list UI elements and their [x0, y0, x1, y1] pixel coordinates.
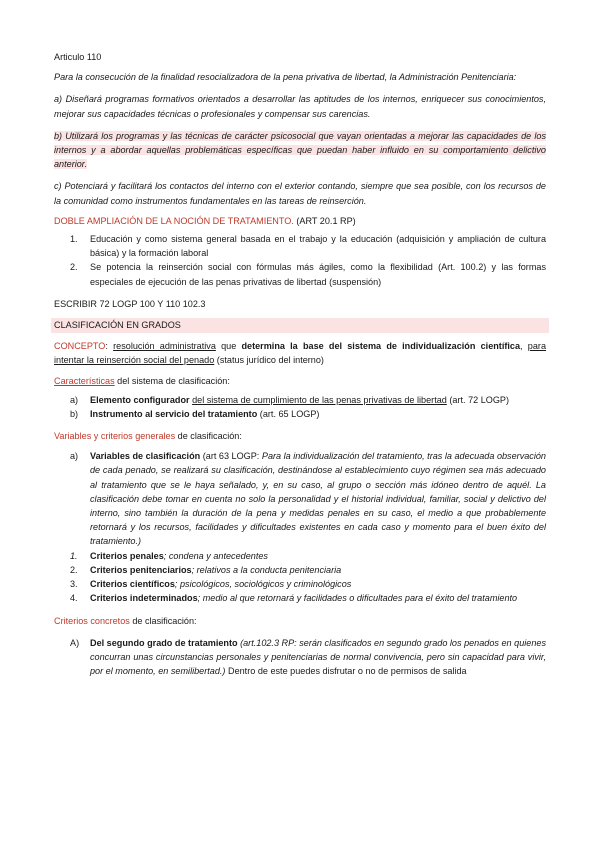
concretos-item-a-italic: (art.102.3 RP: serán clasificados en segundo grado los penados en quienes concurran unas circunstancias personales y penitenciarias de normal convivencia, pero sin capacidad para vivir, por el momento, en semilibertad.) — [90, 637, 546, 677]
variables-item-4-bold: Criterios indeterminados — [90, 593, 198, 604]
variables-item-4-tail: ; medio al que retornará y facilidades o dificultades para el éxito del tratamiento — [197, 593, 518, 604]
doble-heading — [54, 214, 546, 228]
concepto-que: que — [215, 341, 242, 352]
doble-item-2-text: Se potencia la reinserción social con fórmulas más ágiles, como la flexibilidad (Art. 100.2) y las formas especiales de ejecución de las penas privativas de libertad (suspensión) — [90, 262, 546, 287]
article-item-c: c) Potenciará y facilitará los contactos del interno con el exterior contando, siempre que sea posible, con los recursos de la comunidad como instrumentos fundamentales en las tareas de reinserción. — [54, 181, 546, 206]
article-item-b — [54, 129, 546, 172]
variables-item-a-num: a) — [70, 451, 79, 462]
variables-item-2 — [70, 563, 546, 577]
concepto-label: CONCEPTO — [54, 341, 106, 352]
concretos-heading — [54, 614, 546, 628]
concretos-item-a-num: A) — [70, 637, 80, 648]
caracteristicas-item-b-text — [90, 407, 546, 421]
caracteristicas-rest: del sistema de clasificación: — [114, 376, 230, 387]
variables-item-a — [70, 449, 546, 548]
variables-item-a-bold: Variables de clasificación — [90, 451, 201, 462]
variables-item-4-num: 4. — [70, 593, 78, 604]
variables-item-2-num: 2. — [70, 564, 78, 575]
variables-item-3-bold: Criterios científicos — [90, 579, 175, 590]
variables-rest: de clasificación: — [175, 431, 242, 442]
doble-ref: (ART 20.1 RP) — [293, 215, 356, 226]
document-page — [54, 50, 546, 678]
article-intro: Para la consecución de la finalidad resocializadora de la pena privativa de libertad, la Administración Penitenciaria: — [54, 72, 517, 83]
doble-item-1 — [70, 232, 546, 260]
concretos-label: Criterios concretos — [54, 615, 130, 626]
doble-item-2-num: 2. — [70, 262, 78, 273]
variables-item-1-tail: ; condena y antecedentes — [163, 550, 268, 561]
variables-item-a-text — [90, 449, 546, 548]
doble-title: DOBLE AMPLIACIÓN DE LA NOCIÓN DE TRATAMIENTO. — [54, 215, 294, 226]
section-heading-band — [51, 318, 549, 333]
caracteristicas-item-a — [70, 393, 546, 407]
variables-item-1-text — [90, 549, 546, 563]
variables-item-2-tail: ; relativos a la conducta penitenciaria — [191, 564, 342, 575]
variables-item-1 — [70, 549, 546, 563]
caracteristicas-item-a-tail: (art. 72 LOGP) — [446, 394, 510, 405]
doble-item-1-num: 1. — [70, 234, 78, 245]
caracteristicas-item-a-text — [90, 393, 546, 407]
concretos-rest: de clasificación: — [129, 615, 197, 626]
variables-item-3-num: 3. — [70, 579, 78, 590]
variables-item-2-bold: Criterios penitenciarios — [90, 564, 192, 575]
doble-item-1-text: Educación y como sistema general basada en el trabajo y la educación (adquisición y ampliación de cultura básica) y la formación laboral — [90, 234, 546, 259]
concepto-underline: para intentar la reinserción social del penado — [54, 341, 546, 366]
concretos-item-a — [70, 636, 546, 679]
concretos-item-a-tail: Dentro de este puedes disfrutar o no de permisos de salida — [225, 666, 467, 677]
concepto-comma: , — [520, 341, 528, 352]
variables-item-a-ref: (art 63 LOGP: — [200, 451, 262, 462]
article-title: Articulo 110 — [54, 52, 102, 62]
variables-item-a-italic: Para la individualización del tratamiento, tras la adecuada observación de cada penado, se realizará su clasificación, destinándose al establecimiento cuyo régimen sea más adecuado al tratamiento que se le haya señalado, y, en su caso, al grupo o sección más idóneo dentro de aquél. La clasificación debe tomar en cuenta no solo la personalidad y el historial individual, familiar, social y delictivo del interno, sino también la duración de la pena y medidas penales en su caso, el medio a que probablemente retornará y los recursos, facilidades y dificultades existentes en cada caso y momento para el buen éxito del tratamiento.) — [90, 451, 546, 547]
variables-item-1-num: 1. — [70, 550, 78, 561]
caracteristicas-item-a-bold: Elemento configurador — [90, 394, 190, 405]
variables-item-3 — [70, 577, 546, 591]
caracteristicas-item-b-tail: (art. 65 LOGP) — [257, 408, 320, 419]
variables-item-3-text — [90, 577, 546, 591]
article-item-b-text: b) Utilizará los programas y las técnicas de carácter psicosocial que vayan orientadas a mejorar las capacidades de los internos y a abordar aquellas problemáticas específicas que puedan haber influido en su comportamiento delictivo anterior. — [54, 130, 546, 170]
concepto-colon: : — [105, 341, 114, 352]
escribir-note: ESCRIBIR 72 LOGP 100 Y 110 102.3 — [54, 298, 206, 309]
caracteristicas-item-a-num: a) — [70, 394, 79, 405]
caracteristicas-label: Características — [54, 376, 115, 387]
concepto-link: resolución administrativa — [113, 341, 216, 352]
concepto-bold: determina la base del sistema de individualización científica — [241, 341, 521, 352]
variables-item-3-tail: ; psicológicos, sociológicos y criminológicos — [174, 579, 352, 590]
variables-heading — [54, 429, 546, 443]
caracteristicas-item-b-bold: Instrumento al servicio del tratamiento — [90, 408, 258, 419]
variables-item-2-text — [90, 563, 546, 577]
caracteristicas-item-b — [70, 407, 546, 421]
caracteristicas-heading — [54, 374, 546, 388]
caracteristicas-item-a-link: del sistema de cumplimiento de las penas privativas de libertad — [192, 394, 447, 405]
doble-item-2 — [70, 260, 546, 288]
article-item-a: a) Diseñará programas formativos orientados a desarrollar las aptitudes de los internos, enriquecer sus conocimientos, mejorar sus capacidades técnicas o profesionales y compensar sus carencias. — [54, 94, 546, 119]
variables-item-4 — [70, 591, 546, 605]
concepto-paragraph — [54, 339, 546, 367]
concretos-item-a-text — [90, 636, 546, 679]
caracteristicas-item-b-num: b) — [70, 408, 79, 419]
concepto-tail: (status jurídico del interno) — [214, 355, 324, 366]
concretos-item-a-bold: Del segundo grado de tratamiento — [90, 637, 238, 648]
section-title: CLASIFICACIÓN EN GRADOS — [54, 320, 181, 331]
variables-item-4-text — [90, 591, 546, 605]
variables-item-1-bold: Criterios penales — [90, 550, 164, 561]
variables-label: Variables y criterios generales — [54, 431, 176, 442]
